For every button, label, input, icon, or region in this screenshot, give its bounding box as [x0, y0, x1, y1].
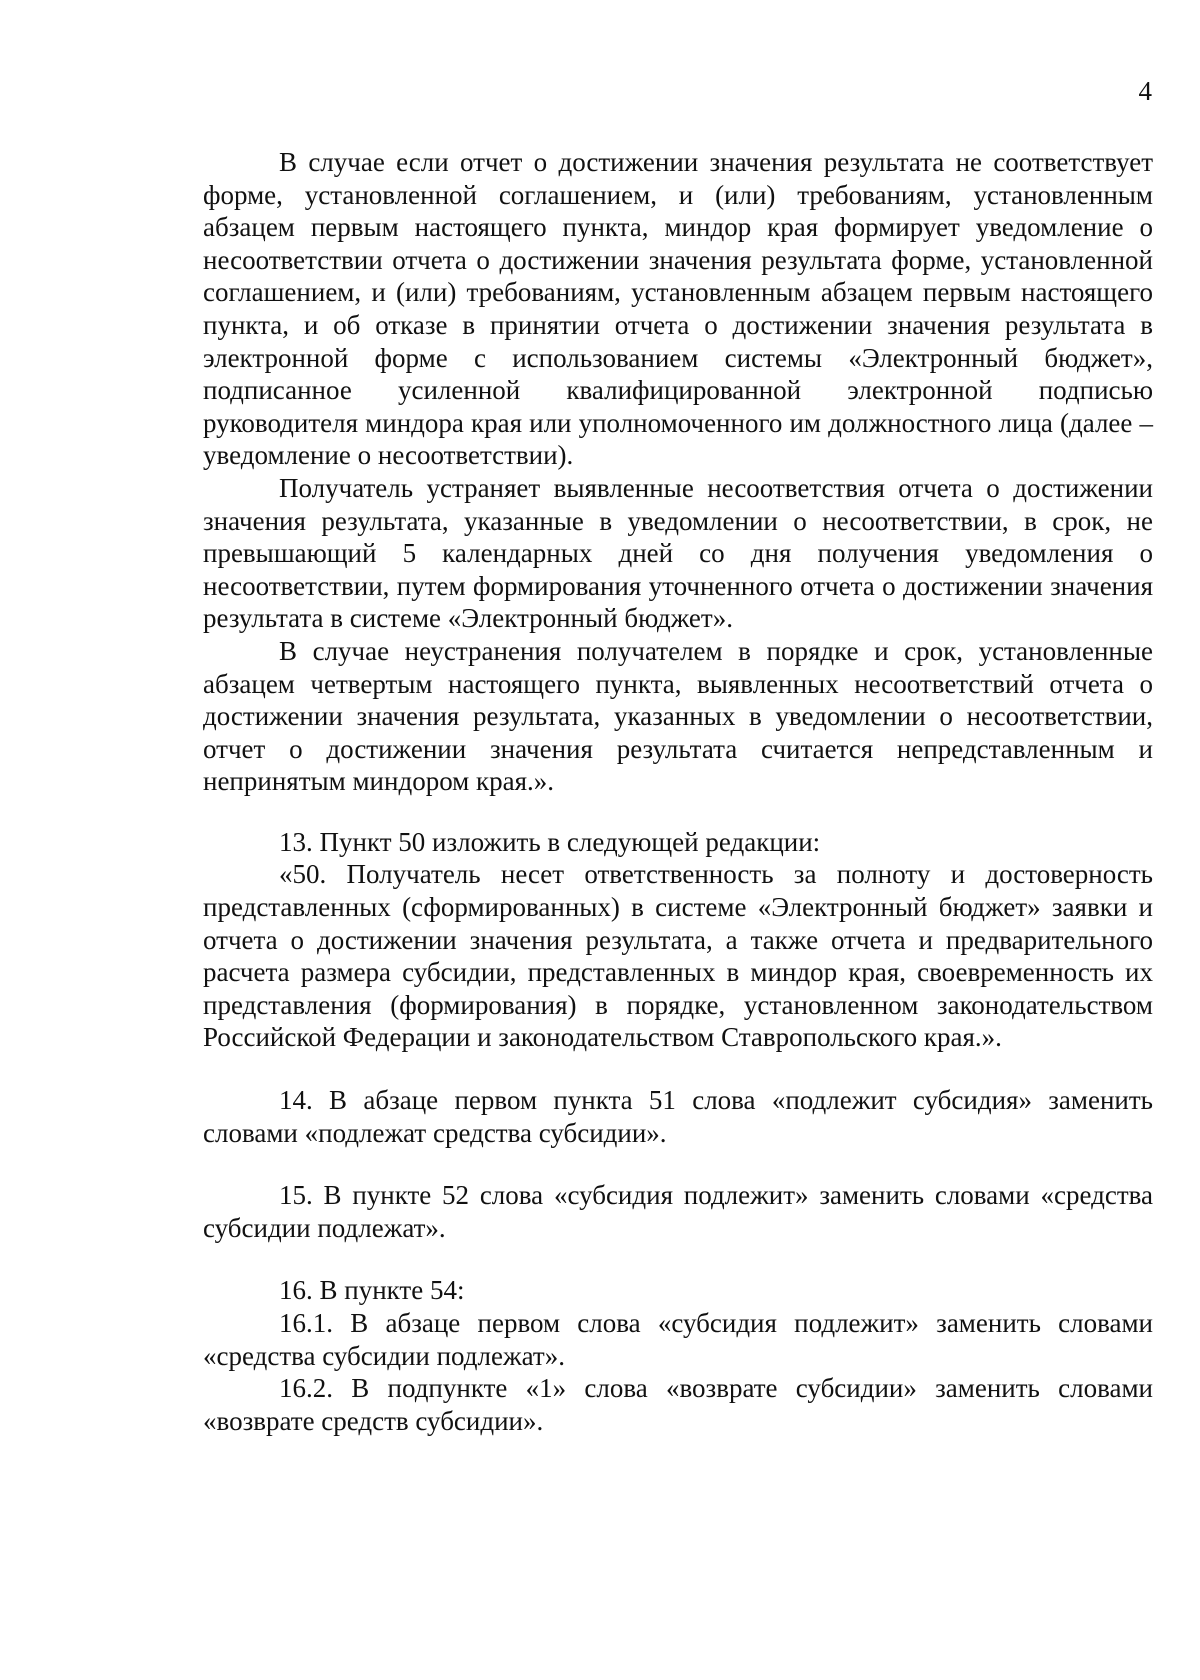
paragraph-notice-of-noncompliance: В случае если отчет о достижении значения результата не соответствует форме, установленной соглашением, и (или) требованиям, установленным абзацем первым настоящего пункта, миндор края формирует уведомление о несоответствии отчета о достижении значения результата форме, установленной соглашением, и (или) требованиям, установленным абзацем первым настоящего пункта, и об отказе в принятии отчета о достижении значения результата в электронной форме с использованием системы «Электронный бюджет», подписанное усиленной квалифицированной электронной подписью руководителя миндора края или уполномоченного им должностного лица (далее – уведомление о несоответствии). [203, 147, 1153, 471]
item-14: 14. В абзаце первом пункта 51 слова «подлежит субсидия» заменить словами «подлежат средства субсидии». [203, 1085, 1153, 1148]
paragraph-failure-to-correct: В случае неустранения получателем в порядке и срок, установленные абзацем четвертым настоящего пункта, выявленных несоответствий отчета о достижении значения результата, указанных в уведомлении о несоответствии, отчет о достижении значения результата считается непредставленным и непринятым миндором края.». [203, 635, 1153, 797]
item-16-heading: 16. В пункте 54: [279, 1275, 465, 1306]
paragraph-recipient-corrections: Получатель устраняет выявленные несоответствия отчета о достижении значения результата, указанные в уведомлении о несоответствии, в срок, не превышающий 5 календарных дней со дня получения уведомления о несоответствии, путем формирования уточненного отчета о достижении значения результата в системе «Электронный бюджет». [203, 472, 1153, 634]
item-13-new-text: «50. Получатель несет ответственность за полноту и достоверность представленных (сформированных) в системе «Электронный бюджет» заявки и отчета о достижении значения результата, а также отчета и предварительного расчета размера субсидии, представленных в миндор края, своевременность их представления (формирования) в порядке, установленном законодательством Российской Федерации и законодательством Ставропольского края.». [203, 859, 1153, 1053]
item-16-2: 16.2. В подпункте «1» слова «возврате субсидии» заменить словами «возврате средств субсидии». [203, 1373, 1153, 1436]
item-15: 15. В пункте 52 слова «субсидия подлежит» заменить словами «средства субсидии подлежат». [203, 1180, 1153, 1243]
document-body [203, 146, 1153, 1437]
item-13-heading: 13. Пункт 50 изложить в следующей редакции: [279, 826, 821, 857]
item-16-1: 16.1. В абзаце первом слова «субсидия подлежит» заменить словами «средства субсидии подлежат». [203, 1308, 1153, 1371]
page-number: 4 [1138, 76, 1152, 106]
